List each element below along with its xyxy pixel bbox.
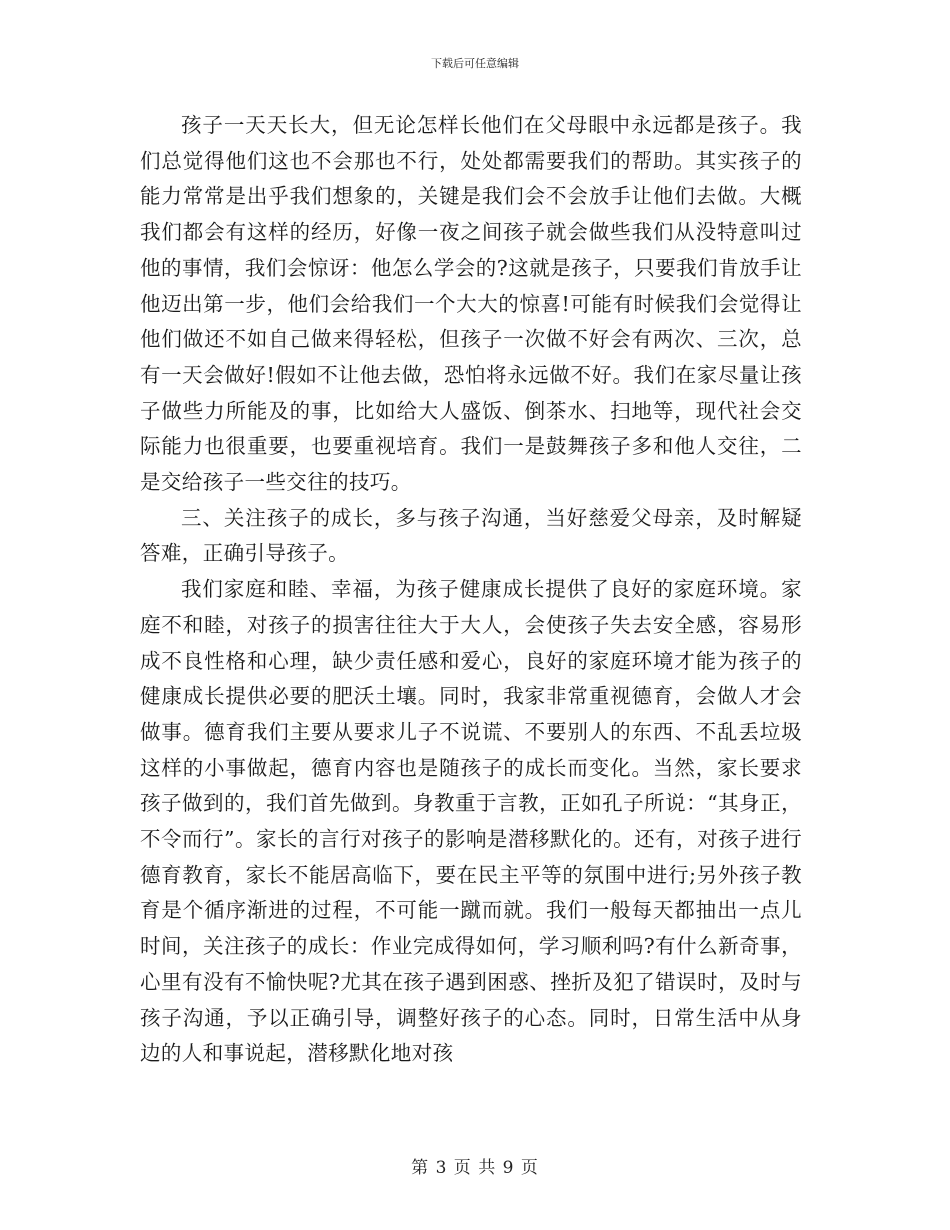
paragraph-2: 三、关注孩子的成长，多与孩子沟通，当好慈爱父母亲，及时解疑答难，正确引导孩子。: [140, 505, 802, 566]
document-body: [140, 108, 802, 1072]
paragraph-1: 孩子一天天长大，但无论怎样长他们在父母眼中永远都是孩子。我们总觉得他们这也不会那也不行，处处都需要我们的帮助。其实孩子的能力常常是出乎我们想象的，关键是我们会不会放手让他们去做。大概我们都会有这样的经历，好像一夜之间孩子就会做些我们从没特意叫过他的事情，我们会惊讶：他怎么学会的?这就是孩子，只要我们肯放手让他迈出第一步，他们会给我们一个大大的惊喜!可能有时候我们会觉得让他们做还不如自己做来得轻松，但孩子一次做不好会有两次、三次，总有一天会做好!假如不让他去做，恐怕将永远做不好。我们在家尽量让孩子做些力所能及的事，比如给大人盛饭、倒茶水、扫地等，现代社会交际能力也很重要，也要重视培育。我们一是鼓舞孩子多和他人交往，二是交给孩子一些交往的技巧。: [140, 113, 802, 495]
page-number-footer: 第 3 页 共 9 页: [411, 1158, 539, 1178]
paragraph-3: 我们家庭和睦、幸福，为孩子健康成长提供了良好的家庭环境。家庭不和睦，对孩子的损害往往大于大人，会使孩子失去安全感，容易形成不良性格和心理，缺少责任感和爱心，良好的家庭环境才能为孩子的健康成长提供必要的肥沃土壤。同时，我家非常重视德育，会做人才会做事。德育我们主要从要求儿子不说谎、不要别人的东西、不乱丢垃圾这样的小事做起，德育内容也是随孩子的成长而变化。当然，家长要求孩子做到的，我们首先做到。身教重于言教，正如孔子所说：“其身正，不令而行”。家长的言行对孩子的影响是潜移默化的。还有，对孩子进行德育教育，家长不能居高临下，要在民主平等的氛围中进行;另外孩子教育是个循序渐进的过程，不可能一蹴而就。我们一般每天都抽出一点儿时间，关注孩子的成长：作业完成得如何，学习顺利吗?有什么新奇事，心里有没有不愉快呢?尤其在孩子遇到困惑、挫折及犯了错误时，及时与孩子沟通，予以正确引导，调整好孩子的心态。同时，日常生活中从身边的人和事说起，潜移默化地对孩: [140, 577, 802, 1066]
page-header-note: 下载后可任意编辑: [431, 57, 519, 70]
